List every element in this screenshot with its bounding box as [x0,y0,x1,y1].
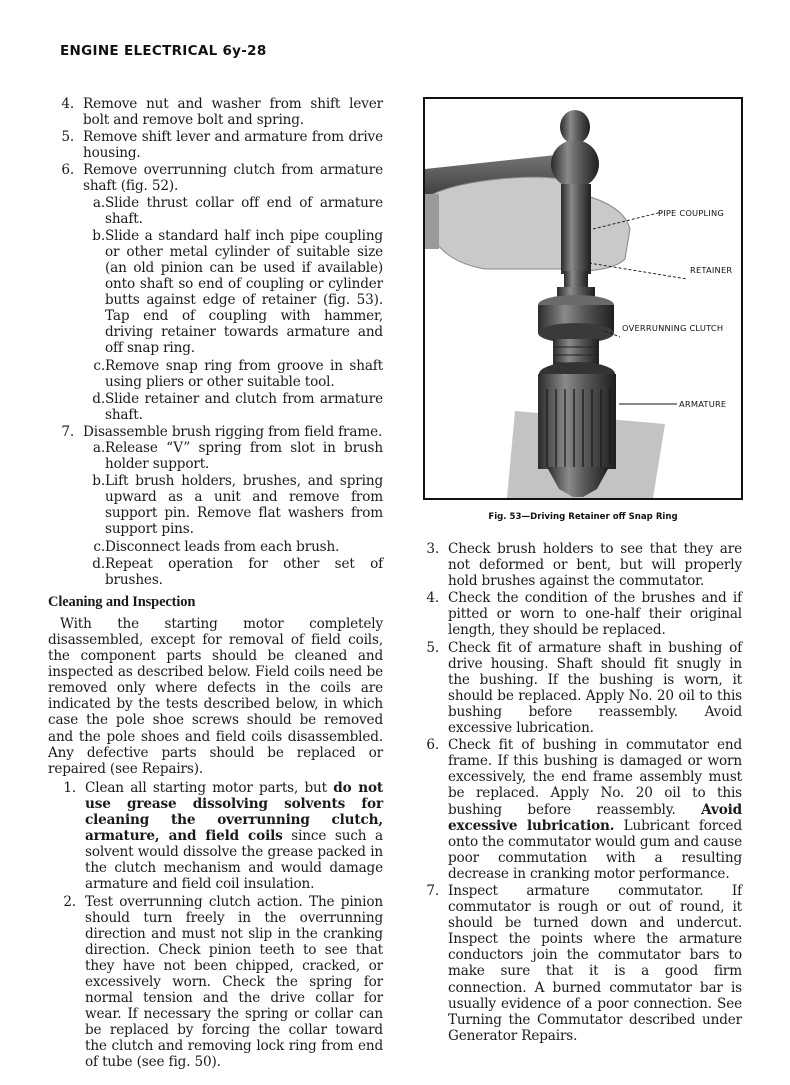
item-number: 5. [61,129,74,146]
right-column [425,541,742,1045]
sub-item [83,195,383,227]
sub-item-text: Slide retainer and clutch from armature shaft. [105,390,383,423]
label-armature: ARMATURE [679,399,727,409]
item-number: 4. [61,96,74,112]
hammer-ball [560,110,590,144]
item-number: 6. [426,737,439,754]
item-text: Remove nut and washer from shift lever bolt and remove bolt and spring. [83,96,383,129]
item-text: since such a solvent would dissolve the grease packed in the clutch mechanism and would damage armature and field coil insulation. [85,828,383,893]
cuff [425,194,439,249]
list-item [62,780,383,893]
item-text: Check fit of armature shaft in bushing of drive housing. Shaft should fit snugly in the bushing. If the bushing is worn, it should be replaced. Apply No. 20 oil to this bushing before reassembly. Avoid excessive lubrication. [448,639,742,737]
warning-text: Avoid excessive lubrication. [448,801,742,834]
sub-item-letter: a. [92,439,105,456]
sub-item-text: Release “V” spring from slot in brush holder support. [105,439,383,473]
figure-caption: Fig. 53—Driving Retainer off Snap Ring [488,512,678,522]
list-item [425,590,742,638]
figure-53 [423,97,743,500]
warning-text: do not use grease dissolving solvents for cleaning the overrunning clutch, armature, and field coils [85,779,383,845]
item-number: 4. [426,590,439,607]
list-item [62,894,383,1071]
list-item [60,96,383,128]
sub-item [83,473,383,537]
hammer-head [551,140,599,188]
photo-illustration [425,99,741,498]
item-text: Inspect armature commutator. If commutator is rough or out of round, it should be turned down and undercut. Inspect the points where the armature conductors join the commutator bars to make sure that it is a good firm connection. A burned commutator bar is usually evidence of a poor connection. See Turning the Commutator described under Generator Repairs. [448,882,742,1044]
intro-paragraph: With the starting motor completely disassembled, except for removal of field coils, the component parts should be cleaned and inspected as described below. Field coils need be removed only where defects in the coils are indicated by the tests described below, in which case the pole shoe screws should be removed and the pole shoes and field coils disassembled. Any defective parts should be replaced or repaired (see Repairs). [48,615,383,777]
list-item [60,162,383,423]
item-number: 3. [426,541,439,557]
sub-item [83,358,383,390]
item-number: 7. [61,423,74,440]
running-head: ENGINE ELECTRICAL 6y-28 [60,43,267,59]
list-item [425,737,742,882]
sub-item-text: Repeat operation for other set of brushes. [105,555,383,588]
sub-item-text: Slide a standard half inch pipe coupling or other metal cylinder of suitable size (an old pinion can be used if available) onto shaft so end of coupling or cylinder butts against edge of retainer (fig. 53). Tap end of coupling with hammer, driving retainer towards armature and off snap ring. [105,227,383,357]
item-number: 6. [61,162,74,179]
pipe-coupling [561,184,591,274]
item-text: Clean all starting motor parts, but [85,779,334,796]
sub-item [83,228,383,357]
armature [538,374,616,469]
item-text: Check the condition of the brushes and if pitted or worn to one-half their original length, they should be replaced. [448,590,742,639]
label-overrunning-clutch: OVERRUNNING CLUTCH [622,323,724,333]
item-text: Check fit of bushing in commutator end frame. If this bushing is damaged or worn excessively, the end frame assembly must be replaced. Apply No. 20 oil to this bushing before reassembly. [448,737,742,818]
sub-item-letter: c. [93,538,105,555]
sub-item-letter: b. [92,473,105,490]
sub-item [83,539,383,555]
item-text: Remove overrunning clutch from armature shaft (fig. 52). [83,162,383,195]
label-retainer: RETAINER [690,265,733,275]
item-number: 5. [426,639,439,656]
item-text: Disassemble brush rigging from field frame. [83,423,383,440]
sub-item-letter: d. [92,555,105,572]
hand [430,177,630,271]
item-text: Check brush holders to see that they are not deformed or bent, but will properly hold brushes against the commutator. [448,541,742,590]
sub-item-letter: a. [92,194,105,211]
sub-item [83,391,383,423]
sub-item-text: Lift brush holders, brushes, and spring upward as a unit and remove from support pin. Remove flat washers from support pins. [105,473,383,538]
sub-item-text: Disconnect leads from each brush. [105,538,340,555]
list-item [60,424,383,588]
sub-item [83,556,383,588]
item-text: Test overrunning clutch action. The pinion should turn freely in the overrunning direction and must not slip in the cranking direction. Check pinion teeth to see that they have not been chipped, cracked, or excessively worn. Check the spring for normal tension and the drive collar for wear. If necessary the spring or collar can be replaced by forcing the collar toward the clutch and removing lock ring from end of tube (see fig. 50). [85,893,383,1071]
item-text: Remove shift lever and armature from drive housing. [83,129,383,162]
sub-item-letter: b. [92,227,105,244]
sub-item-text: Remove snap ring from groove in shaft using pliers or other suitable tool. [105,357,383,390]
list-item [60,129,383,161]
item-number: 2. [63,893,76,910]
left-column [48,96,383,1072]
label-pipe-coupling: PIPE COUPLING [658,208,725,218]
section-heading: Cleaning and Inspection [48,593,196,610]
list-item [425,541,742,589]
item-number: 1. [63,779,76,796]
item-text: Lubricant forced onto the commutator would gum and cause poor commutation with a resulting decrease in cranking motor performance. [448,817,742,882]
item-number: 7. [426,882,439,899]
sub-item-letter: c. [93,357,105,374]
sub-item-text: Slide thrust collar off end of armature shaft. [105,194,383,227]
list-item [425,640,742,737]
sub-item [83,440,383,472]
list-item [425,883,742,1044]
sub-item-letter: d. [92,390,105,407]
